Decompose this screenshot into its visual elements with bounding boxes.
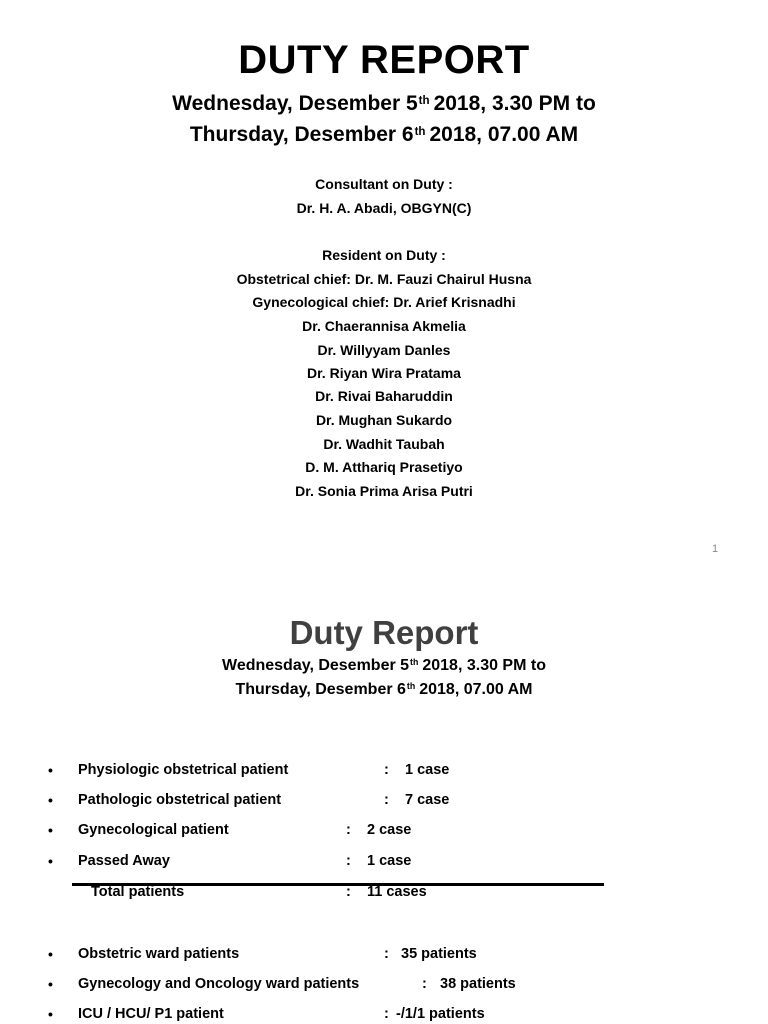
slide2-date-line-end: Thursday, Desember 6th 2018, 07.00 AM <box>235 681 533 698</box>
case-row-physiologic <box>0 762 768 782</box>
total-value: 11 cases <box>367 884 427 900</box>
resident-item: Dr. Wadhit Taubah <box>323 436 445 452</box>
ward-value: 35 patients <box>401 946 477 962</box>
case-label: Passed Away <box>78 853 170 869</box>
case-label: Physiologic obstetrical patient <box>78 762 289 778</box>
bullet-icon: • <box>48 762 53 778</box>
ward-label: Obstetric ward patients <box>78 946 240 962</box>
total-row <box>0 884 768 904</box>
total-colon: : <box>346 884 351 900</box>
resident-item: Gynecological chief: Dr. Arief Krisnadhi <box>252 294 516 310</box>
resident-item: Dr. Chaerannisa Akmelia <box>302 318 466 334</box>
bullet-icon: • <box>48 976 53 992</box>
case-colon: : <box>346 822 351 838</box>
ward-colon: : <box>384 1006 389 1022</box>
total-label: Total patients <box>91 884 185 900</box>
case-colon: : <box>346 853 351 869</box>
ward-row-obstetric <box>0 946 768 966</box>
case-colon: : <box>384 762 389 778</box>
case-colon: : <box>384 792 389 808</box>
resident-item: Dr. Mughan Sukardo <box>315 412 453 428</box>
ward-value: -/1/1 patients <box>396 1006 485 1022</box>
case-label: Pathologic obstetrical patient <box>78 792 282 808</box>
ward-row-icu <box>0 1006 768 1024</box>
page-number: 1 <box>712 543 719 555</box>
resident-heading: Resident on Duty : <box>322 247 446 263</box>
resident-item: Dr. Willyyam Danles <box>317 342 451 358</box>
ward-colon: : <box>384 946 389 962</box>
ward-row-gynecology-oncology <box>0 976 768 996</box>
case-value: 2 case <box>367 822 412 838</box>
case-row-pathologic <box>0 792 768 812</box>
ward-label: Gynecology and Oncology ward patients <box>78 976 360 992</box>
resident-item: D. M. Atthariq Prasetiyo <box>305 459 463 475</box>
bullet-icon: • <box>48 853 53 869</box>
slide2-title: Duty Report <box>289 614 479 651</box>
slide2-date-line-start: Wednesday, Desember 5th 2018, 3.30 PM to <box>222 657 546 674</box>
ward-colon: : <box>422 976 427 992</box>
slide1-title: DUTY REPORT <box>238 38 530 82</box>
case-label: Gynecological patient <box>78 822 229 838</box>
case-value: 1 case <box>367 853 412 869</box>
resident-item: Obstetrical chief: Dr. M. Fauzi Chairul Husna <box>236 271 532 287</box>
bullet-icon: • <box>48 946 53 962</box>
bullet-icon: • <box>48 822 53 838</box>
case-value: 7 case <box>405 792 450 808</box>
slide1-date-line-end: Thursday, Desember 6th 2018, 07.00 AM <box>189 123 579 146</box>
resident-item: Dr. Riyan Wira Pratama <box>307 365 461 381</box>
bullet-icon: • <box>48 1006 53 1022</box>
slide1-date-line-start: Wednesday, Desember 5th 2018, 3.30 PM to <box>172 92 596 115</box>
bullet-icon: • <box>48 792 53 808</box>
resident-item: Dr. Rivai Baharuddin <box>315 388 453 404</box>
case-value: 1 case <box>405 762 450 778</box>
case-row-passed-away <box>0 853 768 873</box>
case-row-gynecological <box>0 822 768 842</box>
consultant-heading: Consultant on Duty : <box>315 176 453 192</box>
consultant-name: Dr. H. A. Abadi, OBGYN(C) <box>296 200 472 216</box>
resident-item: Dr. Sonia Prima Arisa Putri <box>295 483 473 499</box>
ward-value: 38 patients <box>440 976 516 992</box>
ward-label: ICU / HCU/ P1 patient <box>78 1006 224 1022</box>
